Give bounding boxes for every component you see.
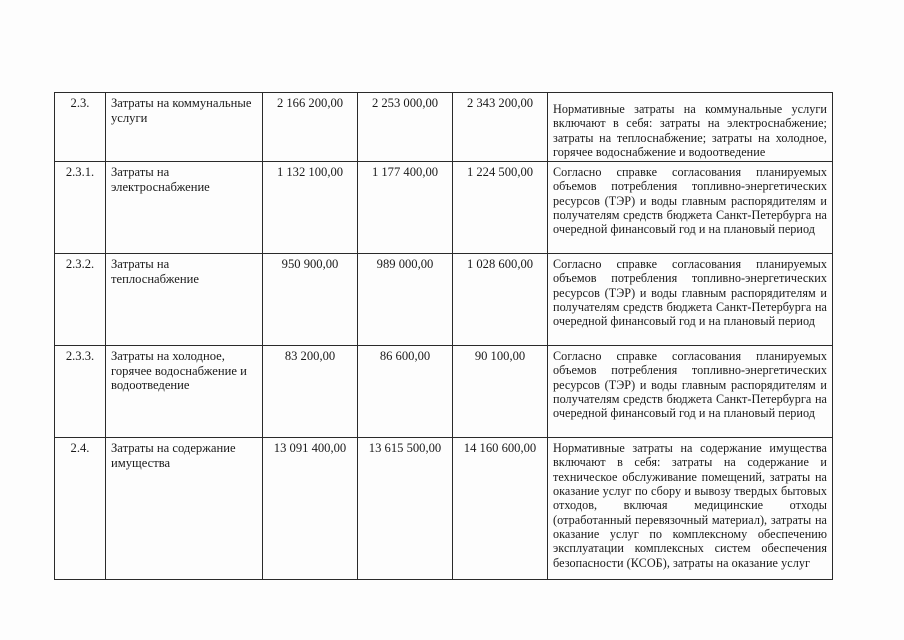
row-name: Затраты на электроснабжение: [106, 162, 263, 254]
row-value-3: 1 224 500,00: [453, 162, 548, 254]
row-number: 2.3.2.: [55, 254, 106, 346]
row-name: Затраты на содержание имущества: [106, 438, 263, 580]
row-value-1: 1 132 100,00: [263, 162, 358, 254]
row-value-3: 14 160 600,00: [453, 438, 548, 580]
table-row: [55, 162, 833, 254]
table-row: [55, 438, 833, 580]
row-value-1: 2 166 200,00: [263, 93, 358, 162]
row-value-1: 950 900,00: [263, 254, 358, 346]
row-note: Нормативные затраты на содержание имущества включают в себя: затраты на содержание и техническое обслуживание помещений, затраты на оказание услуг по сбору и вывозу твердых бытовых отходов, включая медицинские отходы (отработанный перевязочный материал), затраты на оказание услуг по комплексному обеспечению эксплуатации комплексных систем обеспечения безопасности (КСОБ), затраты на оказание услуг: [548, 438, 833, 580]
row-value-1: 13 091 400,00: [263, 438, 358, 580]
row-name: Затраты на теплоснабжение: [106, 254, 263, 346]
row-value-2: 989 000,00: [358, 254, 453, 346]
row-number: 2.3.1.: [55, 162, 106, 254]
row-value-3: 1 028 600,00: [453, 254, 548, 346]
row-value-2: 13 615 500,00: [358, 438, 453, 580]
row-value-3: 90 100,00: [453, 346, 548, 438]
row-note: Согласно справке согласования планируемых объемов потребления топливно-энергетических ресурсов (ТЭР) и воды главным распорядителям и получателям средств бюджета Санкт-Петербурга на очередной финансовый год и на плановый период: [548, 346, 833, 438]
row-note: Согласно справке согласования планируемых объемов потребления топливно-энергетических ресурсов (ТЭР) и воды главным распорядителям и получателям средств бюджета Санкт-Петербурга на очередной финансовый год и на плановый период: [548, 162, 833, 254]
row-value-2: 86 600,00: [358, 346, 453, 438]
row-name: Затраты на коммунальные услуги: [106, 93, 263, 162]
row-note: Нормативные затраты на коммунальные услуги включают в себя: затраты на электроснабжение; затраты на теплоснабжение; затраты на холодное, горячее водоснабжение и водоотведение: [548, 93, 833, 162]
row-note: Согласно справке согласования планируемых объемов потребления топливно-энергетических ресурсов (ТЭР) и воды главным распорядителям и получателям средств бюджета Санкт-Петербурга на очередной финансовый год и на плановый период: [548, 254, 833, 346]
table-row: [55, 93, 833, 162]
table-row: [55, 346, 833, 438]
row-value-2: 1 177 400,00: [358, 162, 453, 254]
budget-table: [54, 92, 833, 580]
row-value-3: 2 343 200,00: [453, 93, 548, 162]
row-number: 2.3.3.: [55, 346, 106, 438]
row-value-2: 2 253 000,00: [358, 93, 453, 162]
table-row: [55, 254, 833, 346]
row-number: 2.4.: [55, 438, 106, 580]
row-value-1: 83 200,00: [263, 346, 358, 438]
row-name: Затраты на холодное, горячее водоснабжение и водоотведение: [106, 346, 263, 438]
row-number: 2.3.: [55, 93, 106, 162]
